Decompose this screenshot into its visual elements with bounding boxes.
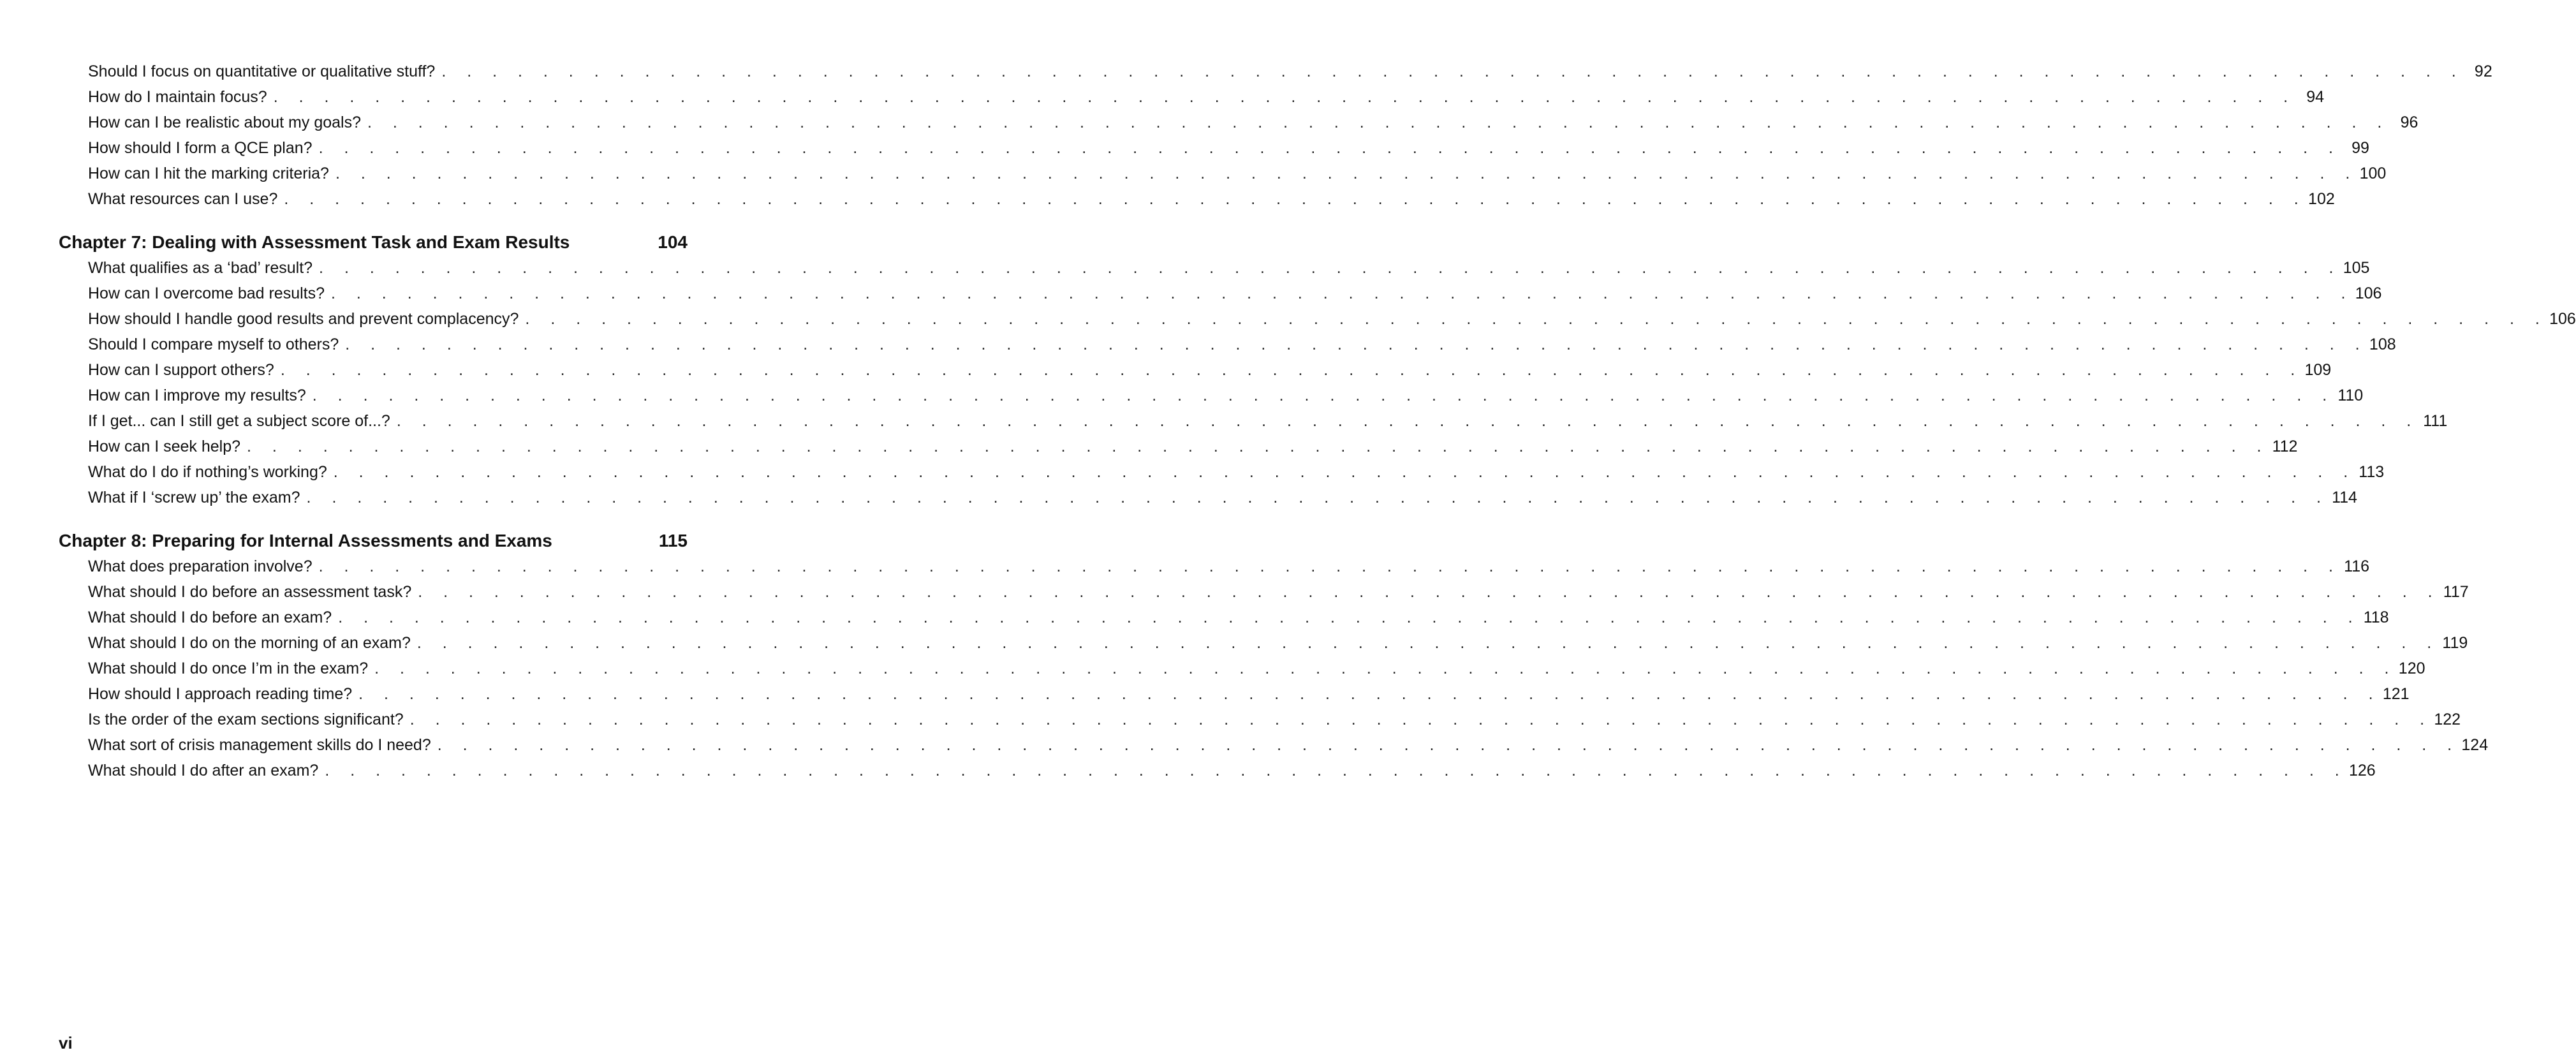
- toc-entry[interactable]: [59, 110, 2418, 135]
- toc-entry-page-number: 111: [2423, 412, 2448, 430]
- toc-entry-title: How can I seek help?: [88, 438, 241, 455]
- toc-entry[interactable]: [59, 84, 2325, 110]
- toc-entry[interactable]: [59, 59, 2492, 84]
- toc-section: [59, 230, 2576, 510]
- chapter-heading[interactable]: [59, 528, 688, 554]
- dot-leader: . . . . . . . . . . . . . . . . . . . . . . . . . . . . . . . . . . . . . . . . . . . . . . . . . . . . . . . . . . . . . . . . . . . . . . . . . . . . . . . .: [409, 711, 2433, 728]
- toc-entry-title: What should I do once I’m in the exam?: [88, 660, 369, 677]
- toc-entry-page-number: 116: [2344, 557, 2369, 575]
- dot-leader: . . . . . . . . . . . . . . . . . . . . . . . . . . . . . . . . . . . . . . . . . . . . . . . . . . . . . . . . . . . . . . . . . . . . . . . . . . . . . . . .: [273, 88, 2297, 106]
- table-of-contents: [59, 59, 2576, 783]
- toc-entry-title: How can I hit the marking criteria?: [88, 165, 329, 182]
- toc-entry-page-number: 96: [2400, 114, 2418, 131]
- toc-entry-title: What if I ‘screw up’ the exam?: [88, 489, 300, 506]
- toc-entry[interactable]: [59, 605, 2389, 630]
- dot-leader: . . . . . . . . . . . . . . . . . . . . . . . . . . . . . . . . . . . . . . . . . . . . . . . . . . . . . . . . . . . . . . . . . . . . . . . . . . . . . . . .: [441, 63, 2464, 80]
- toc-entry-title: What does preparation involve?: [88, 557, 313, 575]
- toc-entry-title: How should I approach reading time?: [88, 685, 353, 703]
- dot-leader: . . . . . . . . . . . . . . . . . . . . . . . . . . . . . . . . . . . . . . . . . . . . . . . . . . . . . . . . . . . . . . . . . . . . . . . . . . . . . . . .: [318, 139, 2341, 157]
- toc-entry[interactable]: [59, 434, 2298, 459]
- toc-entry-title: How can I support others?: [88, 361, 274, 379]
- toc-entry-title: Is the order of the exam sections significant?: [88, 711, 404, 728]
- toc-entry-page-number: 112: [2272, 438, 2298, 455]
- toc-entry[interactable]: [59, 383, 2364, 408]
- toc-entry[interactable]: [59, 485, 2357, 510]
- toc-entry[interactable]: [59, 554, 2369, 579]
- toc-entry-page-number: 102: [2308, 190, 2335, 208]
- chapter-title: Chapter 7: Dealing with Assessment Task and Exam Results: [59, 232, 570, 252]
- dot-leader: . . . . . . . . . . . . . . . . . . . . . . . . . . . . . . . . . . . . . . . . . . . . . . . . . . . . . . . . . . . . . . . . . . . . . . . . . . . . . . . .: [338, 609, 2361, 626]
- toc-entry[interactable]: [59, 758, 2376, 783]
- toc-entry-page-number: 114: [2332, 489, 2357, 506]
- toc-entry-page-number: 92: [2474, 63, 2492, 80]
- toc-entry[interactable]: [59, 459, 2385, 485]
- toc-entry[interactable]: [59, 732, 2489, 758]
- toc-entry-page-number: 124: [2461, 736, 2489, 754]
- toc-entry-page-number: 118: [2363, 609, 2389, 626]
- toc-entry-title: What sort of crisis management skills do I need?: [88, 736, 431, 754]
- toc-entry[interactable]: [59, 306, 2576, 332]
- toc-entry[interactable]: [59, 332, 2396, 357]
- dot-leader: . . . . . . . . . . . . . . . . . . . . . . . . . . . . . . . . . . . . . . . . . . . . . . . . . . . . . . . . . . . . . . . . . . . . . . . . . . . . . . . .: [312, 387, 2336, 404]
- toc-entry-page-number: 121: [2382, 685, 2410, 703]
- toc-entry-title: How can I overcome bad results?: [88, 284, 325, 302]
- dot-leader: . . . . . . . . . . . . . . . . . . . . . . . . . . . . . . . . . . . . . . . . . . . . . . . . . . . . . . . . . . . . . . . . . . . . . . . . . . . . . . . .: [331, 284, 2354, 302]
- toc-entry-title: Should I compare myself to others?: [88, 336, 339, 353]
- toc-entry-page-number: 99: [2352, 139, 2369, 157]
- dot-leader: . . . . . . . . . . . . . . . . . . . . . . . . . . . . . . . . . . . . . . . . . . . . . . . . . . . . . . . . . . . . . . . . . . . . . . . . . . . . . . . .: [306, 489, 2329, 506]
- dot-leader: . . . . . . . . . . . . . . . . . . . . . . . . . . . . . . . . . . . . . . . . . . . . . . . . . . . . . . . . . . . . . . . . . . . . . . . . . . . . . . . .: [367, 114, 2390, 131]
- toc-entry-page-number: 108: [2369, 336, 2396, 353]
- toc-entry-page-number: 119: [2442, 634, 2468, 652]
- toc-entry[interactable]: [59, 681, 2410, 707]
- toc-entry-title: How should I form a QCE plan?: [88, 139, 313, 157]
- dot-leader: . . . . . . . . . . . . . . . . . . . . . . . . . . . . . . . . . . . . . . . . . . . . . . . . . . . . . . . . . . . . . . . . . . . . . . . . . . . . . . . .: [345, 336, 2368, 353]
- toc-entry-page-number: 105: [2343, 259, 2370, 277]
- toc-entry[interactable]: [59, 408, 2448, 434]
- dot-leader: . . . . . . . . . . . . . . . . . . . . . . . . . . . . . . . . . . . . . . . . . . . . . . . . . . . . . . . . . . . . . . . . . . . . . . . . . . . . . . . .: [318, 557, 2341, 575]
- toc-entry-page-number: 117: [2443, 583, 2469, 601]
- toc-entry-page-number: 94: [2306, 88, 2325, 106]
- toc-entry[interactable]: [59, 707, 2461, 732]
- dot-leader: . . . . . . . . . . . . . . . . . . . . . . . . . . . . . . . . . . . . . . . . . . . . . . . . . . . . . . . . . . . . . . . . . . . . . . . . . . . . . . . .: [374, 660, 2397, 677]
- dot-leader: . . . . . . . . . . . . . . . . . . . . . . . . . . . . . . . . . . . . . . . . . . . . . . . . . . . . . . . . . . . . . . . . . . . . . . . . . . . . . . . .: [280, 361, 2304, 379]
- dot-leader: . . . . . . . . . . . . . . . . . . . . . . . . . . . . . . . . . . . . . . . . . . . . . . . . . . . . . . . . . . . . . . . . . . . . . . . . . . . . . . . .: [333, 463, 2357, 481]
- toc-entry[interactable]: [59, 161, 2387, 186]
- dot-leader: . . . . . . . . . . . . . . . . . . . . . . . . . . . . . . . . . . . . . . . . . . . . . . . . . . . . . . . . . . . . . . . . . . . . . . . . . . . . . . . .: [335, 165, 2359, 182]
- toc-entry-title: Should I focus on quantitative or qualitative stuff?: [88, 63, 436, 80]
- toc-section: [59, 528, 2489, 783]
- toc-entry[interactable]: [59, 135, 2369, 161]
- toc-entry-page-number: 100: [2359, 165, 2387, 182]
- toc-entry-title: What qualifies as a ‘bad’ result?: [88, 259, 313, 277]
- toc-section: [59, 59, 2492, 212]
- toc-entry-title: What resources can I use?: [88, 190, 278, 208]
- toc-entry-title: If I get... can I still get a subject score of...?: [88, 412, 390, 430]
- toc-entry-title: What should I do before an assessment task?: [88, 583, 412, 601]
- toc-entry-page-number: 106: [2355, 284, 2382, 302]
- dot-leader: . . . . . . . . . . . . . . . . . . . . . . . . . . . . . . . . . . . . . . . . . . . . . . . . . . . . . . . . . . . . . . . . . . . . . . . . . . . . . . . .: [284, 190, 2307, 208]
- toc-entry-title: How do I maintain focus?: [88, 88, 267, 106]
- chapter-title: Chapter 8: Preparing for Internal Assessments and Exams: [59, 531, 552, 550]
- dot-leader: . . . . . . . . . . . . . . . . . . . . . . . . . . . . . . . . . . . . . . . . . . . . . . . . . . . . . . . . . . . . . . . . . . . . . . . . . . . . . . . .: [416, 634, 2440, 652]
- toc-entry-page-number: 122: [2434, 711, 2461, 728]
- dot-leader: . . . . . . . . . . . . . . . . . . . . . . . . . . . . . . . . . . . . . . . . . . . . . . . . . . . . . . . . . . . . . . . . . . . . . . . . . . . . . . . .: [525, 310, 2548, 328]
- toc-entry[interactable]: [59, 281, 2382, 306]
- toc-entry-title: What do I do if nothing’s working?: [88, 463, 327, 481]
- dot-leader: . . . . . . . . . . . . . . . . . . . . . . . . . . . . . . . . . . . . . . . . . . . . . . . . . . . . . . . . . . . . . . . . . . . . . . . . . . . . . . . .: [437, 736, 2461, 754]
- dot-leader: . . . . . . . . . . . . . . . . . . . . . . . . . . . . . . . . . . . . . . . . . . . . . . . . . . . . . . . . . . . . . . . . . . . . . . . . . . . . . . . .: [358, 685, 2381, 703]
- chapter-page-number: 104: [658, 232, 688, 252]
- toc-entry-title: How can I be realistic about my goals?: [88, 114, 361, 131]
- toc-entry-title: What should I do after an exam?: [88, 762, 319, 779]
- toc-entry-title: What should I do on the morning of an exam?: [88, 634, 411, 652]
- toc-entry[interactable]: [59, 630, 2468, 656]
- chapter-page-number: 115: [658, 531, 688, 550]
- toc-entry-page-number: 106: [2549, 310, 2576, 328]
- dot-leader: . . . . . . . . . . . . . . . . . . . . . . . . . . . . . . . . . . . . . . . . . . . . . . . . . . . . . . . . . . . . . . . . . . . . . . . . . . . . . . . .: [247, 438, 2270, 455]
- toc-entry-page-number: 110: [2337, 387, 2364, 404]
- dot-leader: . . . . . . . . . . . . . . . . . . . . . . . . . . . . . . . . . . . . . . . . . . . . . . . . . . . . . . . . . . . . . . . . . . . . . . . . . . . . . . . .: [418, 583, 2441, 601]
- page-number-folio: vi: [59, 1033, 73, 1052]
- toc-entry-page-number: 120: [2398, 660, 2425, 677]
- dot-leader: . . . . . . . . . . . . . . . . . . . . . . . . . . . . . . . . . . . . . . . . . . . . . . . . . . . . . . . . . . . . . . . . . . . . . . . . . . . . . . . .: [319, 259, 2342, 277]
- toc-entry-title: What should I do before an exam?: [88, 609, 332, 626]
- toc-entry-title: How should I handle good results and prevent complacency?: [88, 310, 519, 328]
- toc-entry[interactable]: [59, 357, 2332, 383]
- toc-entry-page-number: 113: [2359, 463, 2385, 481]
- chapter-heading[interactable]: [59, 230, 688, 255]
- toc-entry[interactable]: [59, 579, 2469, 605]
- toc-entry[interactable]: [59, 656, 2425, 681]
- toc-entry-page-number: 126: [2349, 762, 2376, 779]
- toc-entry-title: How can I improve my results?: [88, 387, 306, 404]
- toc-entry[interactable]: [59, 186, 2335, 212]
- dot-leader: . . . . . . . . . . . . . . . . . . . . . . . . . . . . . . . . . . . . . . . . . . . . . . . . . . . . . . . . . . . . . . . . . . . . . . . . . . . . . . . .: [325, 762, 2348, 779]
- dot-leader: . . . . . . . . . . . . . . . . . . . . . . . . . . . . . . . . . . . . . . . . . . . . . . . . . . . . . . . . . . . . . . . . . . . . . . . . . . . . . . . .: [396, 412, 2420, 430]
- toc-entry-page-number: 109: [2304, 361, 2332, 379]
- toc-entry[interactable]: [59, 255, 2370, 281]
